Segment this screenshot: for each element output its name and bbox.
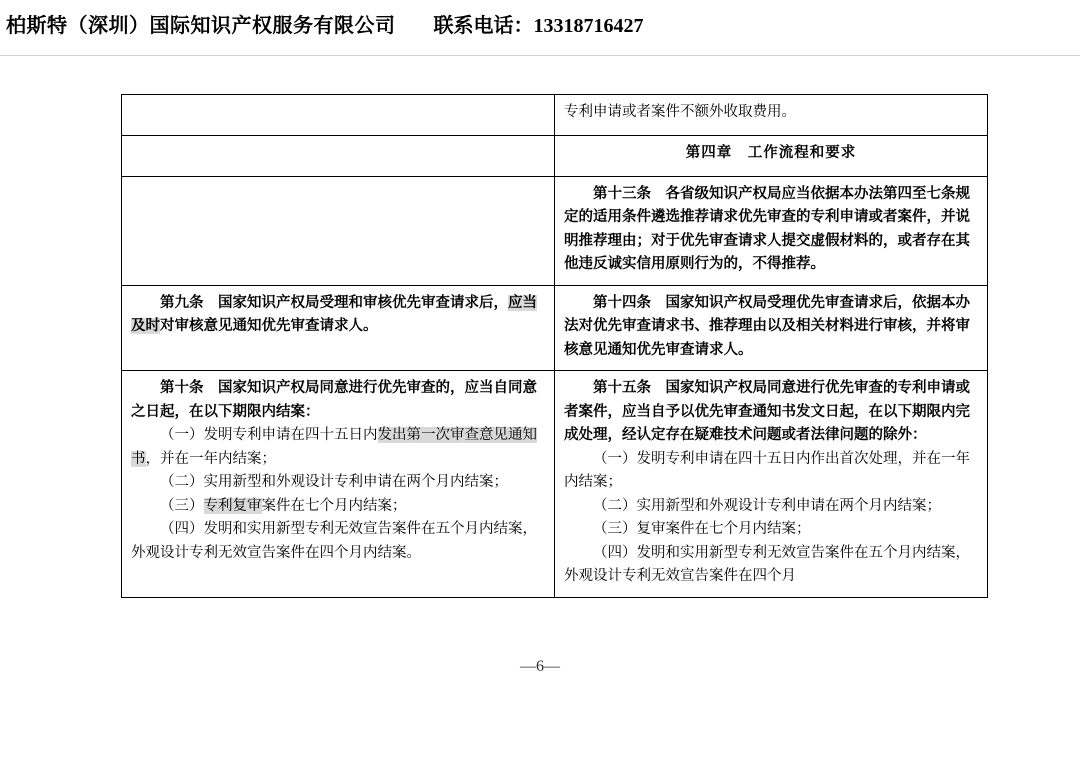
table-cell-right (555, 371, 988, 597)
header-divider (0, 55, 1080, 56)
article-fifteen-item-4: （四）发明和实用新型专利无效宣告案件在五个月内结案，外观设计专利无效宣告案件在四个月 (564, 544, 970, 585)
header-company-name: 柏斯特（深圳）国际知识产权服务有限公司 (6, 14, 396, 37)
table-row (122, 136, 988, 177)
table-cell-right (555, 136, 988, 177)
article-ten-item-4: （四）发明和实用新型专利无效宣告案件在五个月内结案，外观设计专利无效宣告案件在四个月内结案。 (131, 521, 537, 561)
article-nine-text: 第九条 国家知识产权局受理和审核优先审查请求后，应当及时对审核意见通知优先审查请求人。 (131, 294, 537, 335)
article-fifteen-item-3: （三）复审案件在七个月内结案； (593, 521, 811, 538)
article-fifteen-item-1: （一）发明专利申请在四十五日内作出首次处理，并在一年内结案； (564, 450, 970, 491)
table-cell-left-empty (122, 177, 555, 286)
article-ten-item-1: （一）发明专利申请在四十五日内发出第一次审查意见通知书，并在一年内结案； (131, 427, 537, 467)
article-fifteen-item-2: （二）实用新型和外观设计专利申请在两个月内结案； (593, 497, 941, 514)
article-thirteen-text: 第十三条 各省级知识产权局应当依据本办法第四至七条规定的适用条件遴选推荐请求优先审查的专利申请或者案件，并说明推荐理由；对于优先审查请求人提交虚假材料的，或者存在其他违反诚实信用原则行为的，不得推荐。 (564, 186, 970, 273)
chapter-heading: 第四章 工作流程和要求 (685, 145, 857, 161)
table-cell-left (122, 285, 555, 370)
table-row (122, 177, 988, 286)
table-cell-left-empty (122, 136, 555, 177)
article-fifteen-text: 第十五条 国家知识产权局同意进行优先审查的专利申请或者案件，应当自予以优先审查通知书发文日起，在以下期限内完成处理，经认定存在疑难技术问题或者法律问题的除外： (564, 380, 970, 444)
page-number: —6— (520, 658, 560, 675)
article-ten-text: 第十条 国家知识产权局同意进行优先审查的，应当自同意之日起，在以下期限内结案： (131, 380, 537, 420)
regulation-table (121, 94, 988, 598)
article-ten-item-2: （二）实用新型和外观设计专利申请在两个月内结案； (160, 474, 508, 491)
table-cell-right (555, 285, 988, 370)
table-cell-right (555, 177, 988, 286)
table-cell-left-empty (122, 95, 555, 136)
table-row (122, 285, 988, 370)
article-ten-item-3: （三）专利复审案件在七个月内结案； (160, 497, 407, 514)
paragraph-text: 专利申请或者案件不额外收取费用。 (564, 104, 796, 120)
header-contact-phone: 联系电话：13318716427 (433, 14, 644, 37)
table-cell-right (555, 95, 988, 136)
page-header (0, 0, 1080, 46)
table-row (122, 371, 988, 597)
table-row (122, 95, 988, 136)
table-cell-left (122, 371, 555, 597)
article-fourteen-text: 第十四条 国家知识产权局受理优先审查请求后，依据本办法对优先审查请求书、推荐理由以及相关材料进行审核，并将审核意见通知优先审查请求人。 (564, 294, 970, 358)
